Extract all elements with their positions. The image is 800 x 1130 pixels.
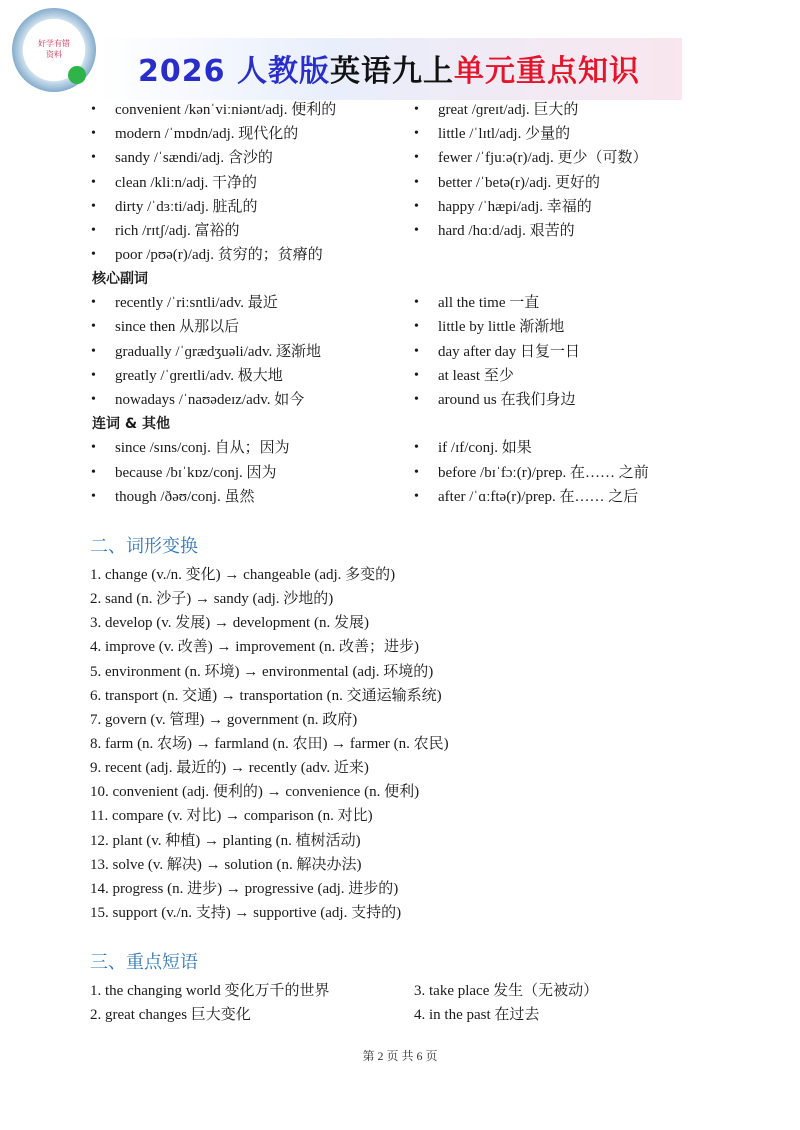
list-item: • fewer /ˈfjuːə(r)/adj. 更少（可数） <box>438 147 648 169</box>
list-item: • around us 在我们身边 <box>438 389 576 411</box>
list-item: • happy /ˈhæpi/adj. 幸福的 <box>438 196 592 218</box>
list-item: • at least 至少 <box>438 365 514 387</box>
list-item: • though /ðəʊ/conj. 虽然 <box>115 486 254 508</box>
numbered-item: 2. sand (n. 沙子) → sandy (adj. 沙地的) <box>90 591 334 607</box>
title-part2: 英语九上 <box>329 54 454 89</box>
subheading-conjunctions: 连词 & 其他 <box>92 416 170 432</box>
list-item: • recently /ˈriːsntli/adv. 最近 <box>115 292 278 314</box>
list-item: • all the time 一直 <box>438 292 539 314</box>
list-item: • rich /rɪtʃ/adj. 富裕的 <box>115 220 240 242</box>
numbered-item: 14. progress (n. 进步) → progressive (adj. 进步的) <box>90 881 399 897</box>
title-part1: 2026 人教版 <box>138 54 330 89</box>
numbered-item: 1. change (v./n. 变化) → changeable (adj. 多变的) <box>90 567 396 583</box>
list-item: • dirty /ˈdɜːti/adj. 脏乱的 <box>115 196 258 218</box>
wechat-badge-icon <box>68 66 86 84</box>
list-item: • gradually /ˈɡrædʒuəli/adv. 逐渐地 <box>115 341 321 363</box>
list-item: • clean /kliːn/adj. 干净的 <box>115 172 257 194</box>
list-item: • convenient /kənˈviːniənt/adj. 便利的 <box>115 99 336 121</box>
numbered-item: 15. support (v./n. 支持) → supportive (adj. 支持的) <box>90 905 402 921</box>
numbered-item: 7. govern (v. 管理) → government (n. 政府) <box>90 712 358 728</box>
numbered-item: 4. in the past 在过去 <box>414 1007 540 1023</box>
list-item: • sandy /ˈsændi/adj. 含沙的 <box>115 147 273 169</box>
numbered-item: 11. compare (v. 对比) → comparison (n. 对比) <box>90 808 373 824</box>
logo <box>10 6 98 98</box>
list-item: • little /ˈlɪtl/adj. 少量的 <box>438 123 570 145</box>
logo-center <box>34 30 74 70</box>
section-title-word-forms: 二、词形变换 <box>90 536 198 557</box>
list-item: • since then 从那以后 <box>115 316 239 338</box>
list-item: • modern /ˈmɒdn/adj. 现代化的 <box>115 123 298 145</box>
numbered-item: 13. solve (v. 解决) → solution (n. 解决办法) <box>90 857 362 873</box>
list-item: • day after day 日复一日 <box>438 341 580 363</box>
section-title-phrases: 三、重点短语 <box>90 952 198 973</box>
page-footer: 第 2 页 共 6 页 <box>362 1049 438 1063</box>
numbered-item: 4. improve (v. 改善) → improvement (n. 改善；进步) <box>90 639 419 655</box>
logo-text-line1: 好学有错 <box>38 39 70 48</box>
list-item: • because /bɪˈkɒz/conj. 因为 <box>115 462 277 484</box>
list-item: • poor /pʊə(r)/adj. 贫穷的；贫瘠的 <box>115 244 323 266</box>
numbered-item: 2. great changes 巨大变化 <box>90 1007 251 1023</box>
list-item: • better /ˈbetə(r)/adj. 更好的 <box>438 172 600 194</box>
logo-text-line2: 资料 <box>46 50 62 59</box>
list-item: • little by little 渐渐地 <box>438 316 564 338</box>
page-title <box>138 46 640 90</box>
list-item: • great /ɡreɪt/adj. 巨大的 <box>438 99 578 121</box>
numbered-item: 8. farm (n. 农场) → farmland (n. 农田) → farmer (n. 农民) <box>90 736 449 752</box>
numbered-item: 10. convenient (adj. 便利的) → convenience (n. 便利) <box>90 784 420 800</box>
numbered-item: 1. the changing world 变化万千的世界 <box>90 983 330 999</box>
subheading-adverbs: 核心副词 <box>92 271 148 287</box>
list-item: • hard /hɑːd/adj. 艰苦的 <box>438 220 575 242</box>
numbered-item: 6. transport (n. 交通) → transportation (n. 交通运输系统) <box>90 688 442 704</box>
list-item: • nowadays /ˈnaʊədeɪz/adv. 如今 <box>115 389 304 411</box>
list-item: • since /sɪns/conj. 自从；因为 <box>115 437 290 459</box>
numbered-item: 3. develop (v. 发展) → development (n. 发展) <box>90 615 369 631</box>
numbered-item: 3. take place 发生（无被动） <box>414 983 599 999</box>
title-part3: 单元重点知识 <box>453 54 640 89</box>
numbered-item: 5. environment (n. 环境) → environmental (adj. 环境的) <box>90 664 434 680</box>
list-item: • if /ɪf/conj. 如果 <box>438 437 532 459</box>
list-item: • after /ˈɑːftə(r)/prep. 在…… 之后 <box>438 486 638 508</box>
numbered-item: 12. plant (v. 种植) → planting (n. 植树活动) <box>90 833 361 849</box>
list-item: • before /bɪˈfɔː(r)/prep. 在…… 之前 <box>438 462 649 484</box>
list-item: • greatly /ˈɡreɪtli/adv. 极大地 <box>115 365 283 387</box>
numbered-item: 9. recent (adj. 最近的) → recently (adv. 近来) <box>90 760 369 776</box>
